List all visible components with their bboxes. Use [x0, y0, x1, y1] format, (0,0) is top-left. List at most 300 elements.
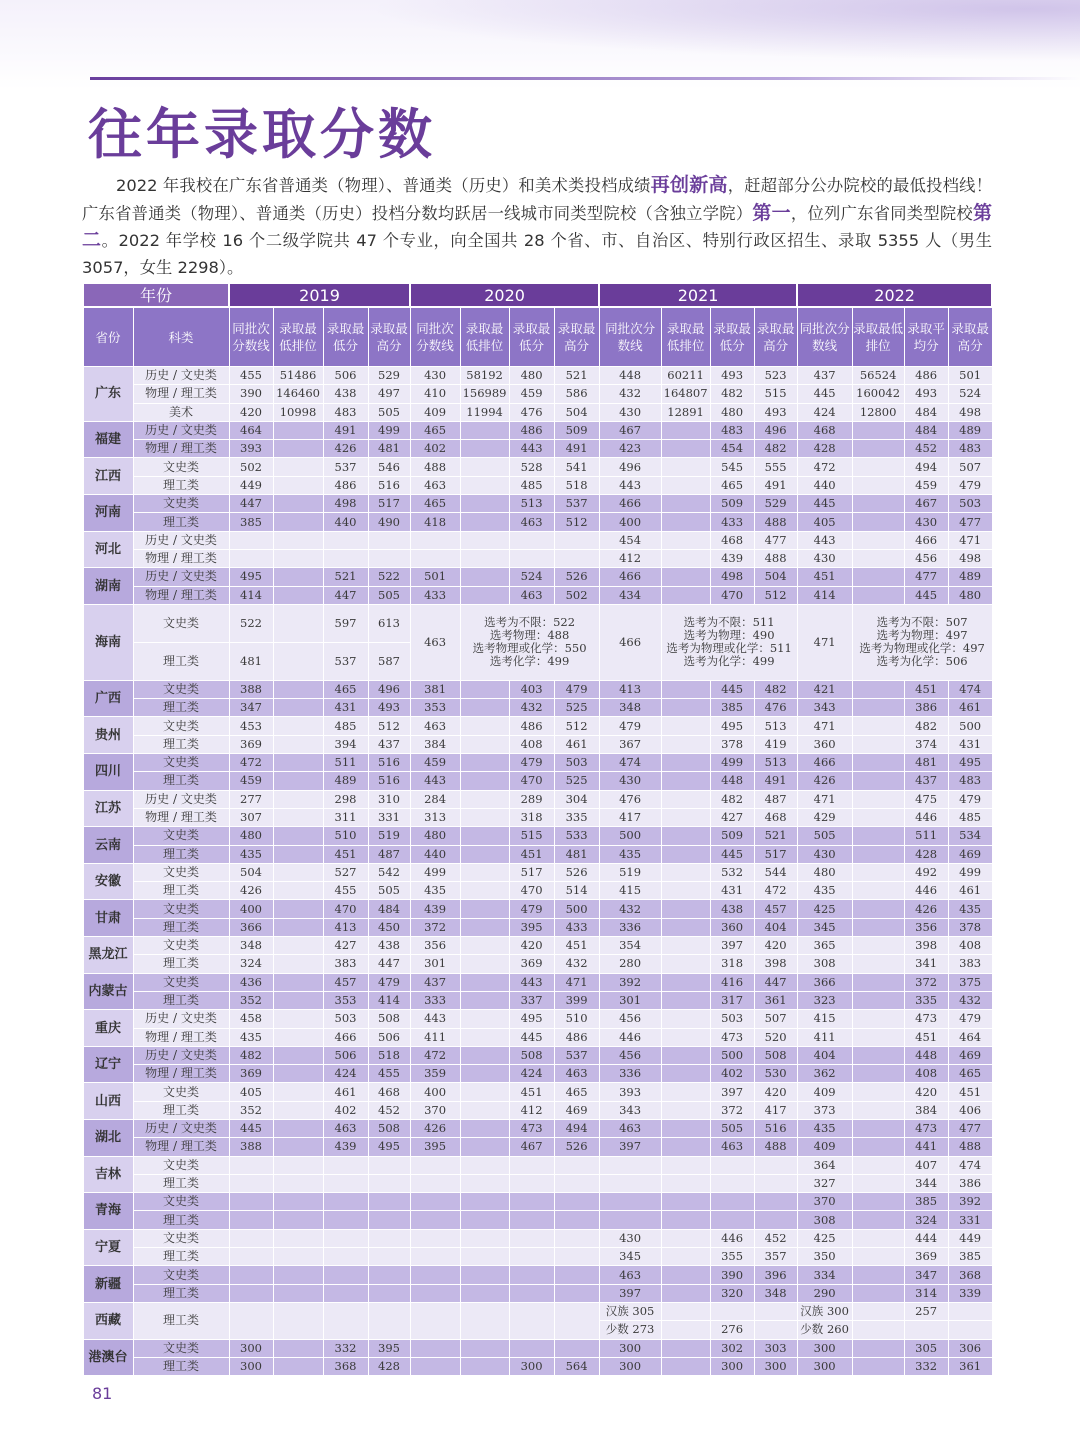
table-cell — [852, 699, 904, 717]
elective-note: 选考为物理：497 — [876, 628, 968, 643]
table-cell: 378 — [710, 735, 754, 753]
subject-cell: 文史类 — [133, 604, 229, 642]
table-cell: 461 — [948, 699, 992, 717]
elective-note: 选考为化学：506 — [876, 654, 968, 669]
table-cell: 495 — [710, 717, 754, 735]
subject-cell: 历史 / 文史类 — [133, 367, 229, 385]
table-cell: 518 — [368, 1046, 410, 1064]
table-cell: 366 — [797, 973, 852, 991]
table-cell: 445 — [509, 1028, 554, 1046]
table-cell — [509, 1339, 554, 1357]
table-cell: 491 — [754, 476, 797, 494]
table-cell — [661, 1211, 710, 1229]
table-cell: 613 — [368, 604, 410, 642]
table-cell: 472 — [754, 882, 797, 900]
table-cell: 443 — [410, 1010, 460, 1028]
column-header: 录取最高分 — [754, 307, 797, 367]
table-cell: 308 — [797, 955, 852, 973]
table-row — [83, 549, 992, 567]
table-cell — [661, 845, 710, 863]
table-cell — [554, 1193, 599, 1211]
table-cell: 443 — [410, 772, 460, 790]
table-cell — [599, 1193, 661, 1211]
table-cell — [754, 1156, 797, 1174]
table-cell: 514 — [554, 882, 599, 900]
table-cell: 445 — [710, 680, 754, 698]
table-cell: 488 — [948, 1138, 992, 1156]
table-cell: 353 — [323, 991, 368, 1009]
table-cell: 432 — [948, 991, 992, 1009]
table-cell — [460, 973, 509, 991]
table-cell: 438 — [323, 385, 368, 403]
table-cell — [554, 1248, 599, 1266]
table-cell: 503 — [554, 754, 599, 772]
table-cell: 482 — [754, 680, 797, 698]
table-cell: 501 — [410, 568, 460, 586]
table-cell: 487 — [368, 845, 410, 863]
table-cell — [661, 754, 710, 772]
province-group — [83, 1083, 992, 1120]
table-cell: 516 — [754, 1119, 797, 1137]
table-cell — [273, 937, 323, 955]
table-cell — [661, 937, 710, 955]
year-2022: 2022 — [797, 283, 992, 307]
intro-text-4: 。2022 年学校 16 个二级学院共 47 个专业，向全国共 28 个省、市、自治区、特别行政区招生、录取 5355 人（男生 3057，女生 2298）。 — [82, 231, 992, 277]
province-group — [83, 495, 992, 532]
elective-note: 选考为不限：511 — [683, 615, 775, 630]
table-cell — [852, 1284, 904, 1302]
table-cell: 498 — [323, 495, 368, 513]
table-cell — [273, 458, 323, 476]
table-cell: 446 — [904, 808, 948, 826]
table-cell: 463 — [410, 717, 460, 735]
table-cell: 447 — [229, 495, 273, 513]
subject-cell: 理工类 — [133, 1357, 229, 1375]
elective-note: 选考物理或化学：550 — [472, 641, 587, 656]
province-group — [83, 754, 992, 791]
table-cell — [852, 754, 904, 772]
table-cell: 437 — [904, 772, 948, 790]
table-cell: 457 — [323, 973, 368, 991]
table-cell: 399 — [554, 991, 599, 1009]
table-cell: 430 — [599, 403, 661, 421]
table-row — [83, 476, 992, 494]
table-cell: 385 — [229, 513, 273, 531]
province-name: 青海 — [83, 1193, 133, 1230]
table-cell: 300 — [754, 1357, 797, 1375]
province-name: 内蒙古 — [83, 973, 133, 1010]
table-cell: 533 — [554, 827, 599, 845]
province-name: 港澳台 — [83, 1339, 133, 1376]
table-cell: 507 — [948, 458, 992, 476]
table-cell — [368, 1284, 410, 1302]
table-cell: 451 — [323, 845, 368, 863]
table-cell — [410, 1339, 460, 1357]
subject-cell: 文史类 — [133, 458, 229, 476]
table-cell: 284 — [410, 790, 460, 808]
table-cell — [273, 568, 323, 586]
subject-cell: 文史类 — [133, 900, 229, 918]
province-name: 西藏 — [83, 1302, 133, 1339]
table-cell — [323, 1156, 368, 1174]
table-cell: 418 — [410, 513, 460, 531]
table-cell: 480 — [229, 827, 273, 845]
table-cell: 393 — [599, 1083, 661, 1101]
table-cell: 497 — [368, 385, 410, 403]
table-cell: 541 — [554, 458, 599, 476]
table-cell: 447 — [754, 973, 797, 991]
table-cell: 537 — [554, 495, 599, 513]
table-row — [83, 900, 992, 918]
province-name: 广东 — [83, 367, 133, 422]
table-cell: 512 — [554, 513, 599, 531]
table-cell: 386 — [948, 1174, 992, 1192]
province-group — [83, 900, 992, 937]
table-cell: 156989 — [460, 385, 509, 403]
table-cell: 434 — [599, 586, 661, 604]
table-cell: 437 — [797, 367, 852, 385]
table-cell: 466 — [904, 531, 948, 549]
table-cell — [554, 1211, 599, 1229]
table-cell — [509, 1229, 554, 1247]
table-cell — [852, 1248, 904, 1266]
table-cell: 12891 — [661, 403, 710, 421]
table-cell — [460, 1229, 509, 1247]
table-cell: 302 — [710, 1339, 754, 1357]
table-cell: 461 — [554, 735, 599, 753]
table-cell: 343 — [797, 699, 852, 717]
table-cell: 463 — [599, 1119, 661, 1137]
table-cell: 402 — [710, 1065, 754, 1083]
table-cell: 493 — [754, 403, 797, 421]
table-cell — [661, 790, 710, 808]
table-cell — [852, 1211, 904, 1229]
table-cell: 414 — [229, 586, 273, 604]
table-cell: 438 — [710, 900, 754, 918]
table-cell: 488 — [754, 1138, 797, 1156]
table-cell — [273, 513, 323, 531]
table-cell — [410, 1357, 460, 1375]
table-cell: 431 — [948, 735, 992, 753]
table-cell — [852, 845, 904, 863]
table-cell — [661, 735, 710, 753]
table-cell — [661, 1229, 710, 1247]
table-cell: 507 — [754, 1010, 797, 1028]
table-cell: 473 — [509, 1119, 554, 1137]
table-cell: 470 — [710, 586, 754, 604]
table-cell: 495 — [509, 1010, 554, 1028]
table-row — [83, 754, 992, 772]
table-cell: 352 — [229, 991, 273, 1009]
table-cell: 467 — [904, 495, 948, 513]
table-row — [83, 735, 992, 753]
table-cell — [368, 531, 410, 549]
table-cell: 450 — [368, 918, 410, 936]
table-cell — [273, 476, 323, 494]
province-name: 河南 — [83, 495, 133, 532]
table-cell: 465 — [410, 495, 460, 513]
table-row — [83, 586, 992, 604]
table-cell: 300 — [599, 1339, 661, 1357]
table-cell: 298 — [323, 790, 368, 808]
table-cell — [852, 1065, 904, 1083]
table-row — [83, 1156, 992, 1174]
table-cell — [460, 476, 509, 494]
table-cell: 426 — [323, 440, 368, 458]
table-cell — [273, 845, 323, 863]
table-cell: 485 — [323, 717, 368, 735]
table-cell — [460, 1284, 509, 1302]
table-cell: 449 — [948, 1229, 992, 1247]
table-cell: 433 — [710, 513, 754, 531]
table-row — [83, 1174, 992, 1192]
table-cell — [710, 1193, 754, 1211]
table-cell — [273, 827, 323, 845]
table-cell: 456 — [904, 549, 948, 567]
table-cell: 455 — [323, 882, 368, 900]
table-cell: 318 — [710, 955, 754, 973]
table-cell — [852, 1339, 904, 1357]
table-cell: 463 — [710, 1138, 754, 1156]
table-cell: 488 — [754, 549, 797, 567]
table-cell: 466 — [599, 604, 661, 680]
table-cell — [229, 549, 273, 567]
table-cell — [273, 1302, 323, 1339]
table-cell — [852, 476, 904, 494]
table-cell: 454 — [710, 440, 754, 458]
table-cell: 400 — [599, 513, 661, 531]
table-cell: 503 — [948, 495, 992, 513]
table-cell: 468 — [368, 1083, 410, 1101]
table-cell: 463 — [599, 1266, 661, 1284]
column-header: 同批次分数线 — [599, 307, 661, 367]
table-cell — [273, 604, 323, 642]
table-cell: 482 — [904, 717, 948, 735]
table-cell: 314 — [904, 1284, 948, 1302]
table-cell: 361 — [948, 1357, 992, 1375]
table-cell: 451 — [948, 1083, 992, 1101]
table-cell: 301 — [410, 955, 460, 973]
table-cell: 385 — [948, 1248, 992, 1266]
table-cell: 332 — [323, 1339, 368, 1357]
table-cell: 413 — [599, 680, 661, 698]
table-cell: 473 — [710, 1028, 754, 1046]
province-group — [83, 367, 992, 422]
table-cell: 327 — [797, 1174, 852, 1192]
table-cell: 504 — [229, 863, 273, 881]
table-cell — [852, 973, 904, 991]
subject-cell: 物理 / 理工类 — [133, 808, 229, 826]
table-cell — [661, 1339, 710, 1357]
table-cell: 472 — [410, 1046, 460, 1064]
table-cell: 511 — [323, 754, 368, 772]
table-cell: 356 — [410, 937, 460, 955]
table-cell — [661, 1046, 710, 1064]
table-cell — [273, 955, 323, 973]
table-cell: 494 — [904, 458, 948, 476]
table-row — [83, 1101, 992, 1119]
table-cell: 301 — [599, 991, 661, 1009]
table-cell — [273, 1065, 323, 1083]
column-header: 省份 — [83, 307, 133, 367]
table-cell — [852, 1119, 904, 1137]
table-cell: 343 — [599, 1101, 661, 1119]
table-cell: 461 — [948, 882, 992, 900]
table-cell — [323, 1211, 368, 1229]
table-cell: 370 — [410, 1101, 460, 1119]
table-cell: 348 — [229, 937, 273, 955]
table-cell: 435 — [229, 845, 273, 863]
table-cell — [509, 1302, 554, 1339]
province-name: 宁夏 — [83, 1229, 133, 1266]
table-cell — [509, 1193, 554, 1211]
table-cell: 345 — [599, 1248, 661, 1266]
elective-note: 选考物理：488 — [489, 628, 570, 643]
table-cell: 300 — [509, 1357, 554, 1375]
table-cell — [460, 513, 509, 531]
table-cell: 485 — [509, 476, 554, 494]
table-cell: 374 — [904, 735, 948, 753]
subject-cell: 文史类 — [133, 1083, 229, 1101]
table-cell — [460, 568, 509, 586]
table-cell: 424 — [323, 1065, 368, 1083]
table-row — [83, 1010, 992, 1028]
table-row — [83, 882, 992, 900]
table-cell: 414 — [797, 586, 852, 604]
admission-scores-table — [82, 282, 993, 1376]
table-cell: 516 — [368, 754, 410, 772]
table-cell: 12800 — [852, 403, 904, 421]
table-cell — [852, 1321, 904, 1339]
table-cell: 508 — [368, 1010, 410, 1028]
table-row — [83, 440, 992, 458]
table-cell: 526 — [554, 863, 599, 881]
table-cell: 367 — [599, 735, 661, 753]
table-cell: 417 — [754, 1101, 797, 1119]
table-cell: 528 — [509, 458, 554, 476]
table-cell: 498 — [948, 403, 992, 421]
year-2019: 2019 — [229, 283, 410, 307]
table-cell — [273, 531, 323, 549]
table-cell — [852, 458, 904, 476]
table-cell: 481 — [904, 754, 948, 772]
table-cell: 522 — [368, 568, 410, 586]
table-cell — [599, 1211, 661, 1229]
table-cell: 468 — [710, 531, 754, 549]
table-cell: 354 — [599, 937, 661, 955]
subject-cell: 美术 — [133, 403, 229, 421]
table-cell: 432 — [599, 900, 661, 918]
column-header: 同批次分数线 — [410, 307, 460, 367]
table-cell — [852, 495, 904, 513]
title-rule — [90, 77, 1080, 80]
table-cell: 489 — [323, 772, 368, 790]
table-cell: 483 — [948, 440, 992, 458]
table-cell: 461 — [323, 1083, 368, 1101]
table-cell: 416 — [710, 973, 754, 991]
province-group — [83, 1010, 992, 1047]
table-cell — [554, 1339, 599, 1357]
table-cell: 481 — [229, 642, 273, 680]
table-cell: 11994 — [460, 403, 509, 421]
column-header: 录取最高分 — [554, 307, 599, 367]
table-cell: 348 — [599, 699, 661, 717]
table-cell — [852, 863, 904, 881]
table-cell: 513 — [754, 754, 797, 772]
table-cell: 451 — [509, 845, 554, 863]
table-cell — [229, 1211, 273, 1229]
table-cell: 435 — [599, 845, 661, 863]
table-cell — [460, 882, 509, 900]
table-cell — [661, 549, 710, 567]
table-cell — [229, 1193, 273, 1211]
table-cell — [460, 1010, 509, 1028]
table-cell — [460, 991, 509, 1009]
subject-cell: 理工类 — [133, 699, 229, 717]
province-group — [83, 717, 992, 754]
subject-cell: 文史类 — [133, 937, 229, 955]
table-cell: 443 — [509, 440, 554, 458]
table-cell — [460, 808, 509, 826]
table-cell — [460, 845, 509, 863]
table-cell: 452 — [904, 440, 948, 458]
province-name: 江西 — [83, 458, 133, 495]
table-cell — [852, 531, 904, 549]
table-cell — [273, 495, 323, 513]
table-cell: 356 — [904, 918, 948, 936]
table-cell: 564 — [554, 1357, 599, 1375]
table-cell: 440 — [797, 476, 852, 494]
table-cell — [273, 808, 323, 826]
table-cell — [554, 531, 599, 549]
table-cell: 504 — [554, 403, 599, 421]
table-cell: 451 — [904, 1028, 948, 1046]
subject-cell: 理工类 — [133, 1302, 229, 1339]
table-row — [83, 790, 992, 808]
table-cell: 384 — [410, 735, 460, 753]
elective-note: 选考为物理：490 — [683, 628, 775, 643]
table-cell — [852, 1174, 904, 1192]
table-cell — [852, 421, 904, 439]
table-cell: 455 — [229, 367, 273, 385]
table-cell: 470 — [509, 772, 554, 790]
table-cell — [661, 1266, 710, 1284]
table-cell: 324 — [229, 955, 273, 973]
table-cell: 446 — [710, 1229, 754, 1247]
table-cell: 汉族 300 — [797, 1302, 852, 1320]
table-cell: 388 — [229, 1138, 273, 1156]
subject-cell: 理工类 — [133, 991, 229, 1009]
province-group — [83, 604, 992, 680]
province-name: 甘肃 — [83, 900, 133, 937]
table-cell — [661, 973, 710, 991]
table-cell: 426 — [904, 900, 948, 918]
table-cell — [323, 1229, 368, 1247]
subject-cell: 历史 / 文史类 — [133, 531, 229, 549]
province-group — [83, 1302, 992, 1339]
table-row — [83, 1357, 992, 1375]
table-cell: 498 — [710, 568, 754, 586]
table-cell: 471 — [797, 790, 852, 808]
table-cell — [460, 1156, 509, 1174]
table-row — [83, 772, 992, 790]
table-row — [83, 1302, 992, 1320]
table-cell — [460, 1119, 509, 1137]
table-cell: 435 — [797, 882, 852, 900]
table-cell: 480 — [948, 586, 992, 604]
table-cell — [273, 1357, 323, 1375]
subject-cell: 理工类 — [133, 476, 229, 494]
